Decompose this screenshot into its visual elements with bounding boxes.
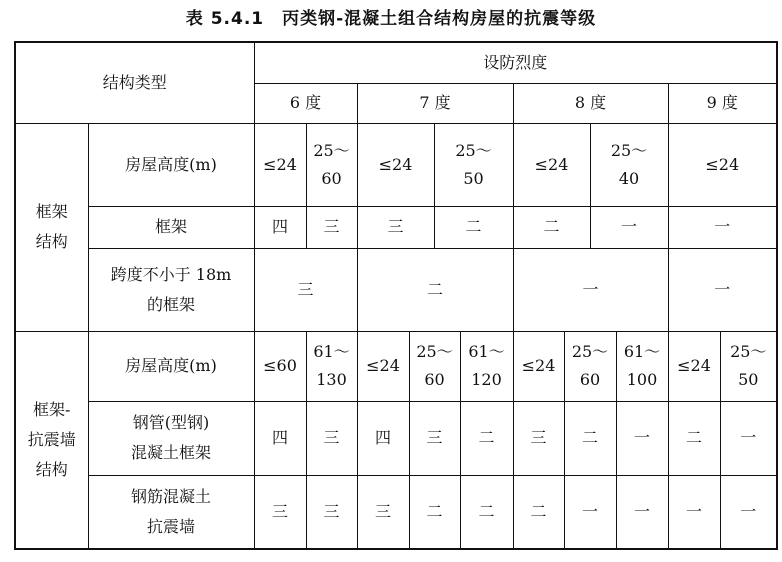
intensity-header: 设防烈度 bbox=[254, 42, 777, 83]
grade-cell: 一 bbox=[616, 475, 668, 549]
grade-cell: 25～ 40 bbox=[590, 123, 668, 206]
grade-cell: 三 bbox=[357, 475, 409, 549]
grade-cell: ≤24 bbox=[668, 331, 720, 401]
row-label: 房屋高度(m) bbox=[88, 331, 254, 401]
grade-cell: 二 bbox=[409, 475, 460, 549]
grade-cell: 三 bbox=[513, 401, 564, 475]
table-row bbox=[15, 123, 777, 206]
grade-cell: 二 bbox=[564, 401, 616, 475]
degree-header: 7 度 bbox=[357, 83, 513, 123]
grade-cell: 三 bbox=[254, 475, 306, 549]
row-label: 钢筋混凝土 抗震墙 bbox=[88, 475, 254, 549]
grade-cell: 一 bbox=[720, 401, 777, 475]
grade-cell: 二 bbox=[434, 206, 513, 248]
grade-cell: 二 bbox=[513, 475, 564, 549]
grade-cell: 三 bbox=[306, 206, 357, 248]
degree-header: 8 度 bbox=[513, 83, 668, 123]
structure-type-header: 结构类型 bbox=[15, 42, 254, 123]
row-label: 钢管(型钢) 混凝土框架 bbox=[88, 401, 254, 475]
grade-cell: 二 bbox=[460, 475, 513, 549]
grade-cell: 25～ 50 bbox=[434, 123, 513, 206]
grade-cell: 一 bbox=[616, 401, 668, 475]
grade-cell: 四 bbox=[357, 401, 409, 475]
grade-cell: ≤24 bbox=[668, 123, 777, 206]
seismic-grade-table bbox=[14, 41, 778, 550]
table-row bbox=[15, 475, 777, 549]
table-row bbox=[15, 401, 777, 475]
row-label: 框架 bbox=[88, 206, 254, 248]
grade-cell: 一 bbox=[564, 475, 616, 549]
grade-cell: ≤24 bbox=[357, 123, 434, 206]
table-title: 表 5.4.1 丙类钢-混凝土组合结构房屋的抗震等级 bbox=[185, 9, 597, 29]
grade-cell: 61～ 120 bbox=[460, 331, 513, 401]
group-label: 框架- 抗震墙 结构 bbox=[15, 331, 88, 549]
degree-header: 9 度 bbox=[668, 83, 777, 123]
grade-cell: 三 bbox=[306, 401, 357, 475]
grade-cell: 25～ 60 bbox=[306, 123, 357, 206]
grade-cell: 一 bbox=[590, 206, 668, 248]
grade-cell: 25～ 60 bbox=[564, 331, 616, 401]
degree-header: 6 度 bbox=[254, 83, 357, 123]
grade-cell: 三 bbox=[254, 248, 357, 331]
grade-cell: 一 bbox=[720, 475, 777, 549]
grade-cell: 三 bbox=[357, 206, 434, 248]
grade-cell: 一 bbox=[668, 475, 720, 549]
grade-cell: 四 bbox=[254, 206, 306, 248]
grade-cell: 61～ 130 bbox=[306, 331, 357, 401]
grade-cell: 25～ 60 bbox=[409, 331, 460, 401]
row-label: 房屋高度(m) bbox=[88, 123, 254, 206]
grade-cell: 25～ 50 bbox=[720, 331, 777, 401]
grade-cell: ≤24 bbox=[513, 123, 590, 206]
grade-cell: 二 bbox=[513, 206, 590, 248]
table-row bbox=[15, 331, 777, 401]
grade-cell: 61～ 100 bbox=[616, 331, 668, 401]
group-label: 框架 结构 bbox=[15, 123, 88, 331]
grade-cell: ≤24 bbox=[513, 331, 564, 401]
grade-cell: 二 bbox=[460, 401, 513, 475]
grade-cell: 二 bbox=[668, 401, 720, 475]
grade-cell: 四 bbox=[254, 401, 306, 475]
table-row bbox=[15, 206, 777, 248]
grade-cell: 一 bbox=[513, 248, 668, 331]
grade-cell: ≤60 bbox=[254, 331, 306, 401]
grade-cell: 二 bbox=[357, 248, 513, 331]
table-row bbox=[15, 248, 777, 331]
grade-cell: ≤24 bbox=[357, 331, 409, 401]
grade-cell: 三 bbox=[306, 475, 357, 549]
grade-cell: 一 bbox=[668, 248, 777, 331]
grade-cell: 一 bbox=[668, 206, 777, 248]
grade-cell: ≤24 bbox=[254, 123, 306, 206]
grade-cell: 三 bbox=[409, 401, 460, 475]
row-label: 跨度不小于 18m 的框架 bbox=[88, 248, 254, 331]
